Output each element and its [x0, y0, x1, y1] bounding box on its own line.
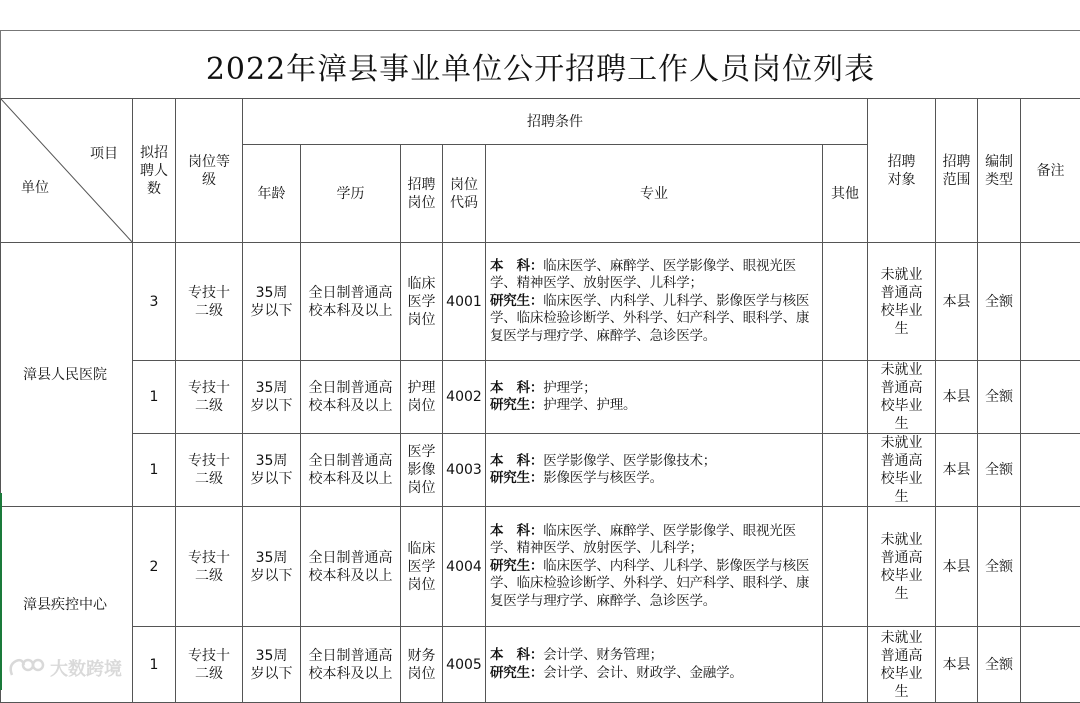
cell-code: 4002 — [443, 361, 486, 434]
cell-scope: 本县 — [936, 507, 978, 627]
header-staffing: 编制类型 — [978, 99, 1021, 243]
cell-remark — [1021, 627, 1080, 703]
major-yan: 影像医学与核医学。 — [543, 470, 663, 486]
page-title: 2022年漳县事业单位公开招聘工作人员岗位列表 — [0, 30, 1080, 100]
cell-grade: 专技十二级 — [176, 361, 243, 434]
major-ben-label: 本 科： — [490, 380, 543, 396]
cell-education: 全日制普通高校本科及以上 — [301, 361, 401, 434]
job-table — [0, 98, 1080, 703]
cell-scope: 本县 — [936, 243, 978, 361]
watermark-text: 大数跨境 — [50, 655, 122, 681]
cell-grade: 专技十二级 — [176, 434, 243, 507]
cell-other — [823, 243, 868, 361]
cell-position: 财务岗位 — [401, 627, 443, 703]
cell-count: 2 — [133, 507, 176, 627]
cell-scope: 本县 — [936, 434, 978, 507]
major-yan-label: 研究生： — [490, 293, 543, 309]
watermark-logo-icon — [6, 655, 46, 681]
table-row — [1, 434, 1080, 507]
cell-count: 1 — [133, 361, 176, 434]
header-other: 其他 — [823, 145, 868, 243]
cell-age: 35周岁以下 — [243, 434, 301, 507]
major-ben-label: 本 科： — [490, 523, 543, 539]
header-unit: 单位 — [21, 179, 49, 197]
cell-count: 1 — [133, 434, 176, 507]
header-target: 招聘对象 — [868, 99, 936, 243]
cell-code: 4001 — [443, 243, 486, 361]
cell-remark — [1021, 361, 1080, 434]
cell-remark — [1021, 243, 1080, 361]
major-yan: 临床医学、内科学、儿科学、影像医学与核医学、临床检验诊断学、外科学、妇产科学、眼科学、康复医学与理疗学、麻醉学、急诊医学。 — [490, 558, 809, 609]
major-yan: 临床医学、内科学、儿科学、影像医学与核医学、临床检验诊断学、外科学、妇产科学、眼科学、康复医学与理疗学、麻醉学、急诊医学。 — [490, 293, 809, 344]
watermark — [6, 655, 122, 681]
header-row-1 — [1, 99, 1080, 145]
header-conditions: 招聘条件 — [243, 99, 868, 145]
table-row — [1, 243, 1080, 361]
cell-age: 35周岁以下 — [243, 627, 301, 703]
cell-grade: 专技十二级 — [176, 507, 243, 627]
header-age: 年龄 — [243, 145, 301, 243]
cell-position: 临床医学岗位 — [401, 507, 443, 627]
major-ben: 临床医学、麻醉学、医学影像学、眼视光医学、精神医学、放射医学、儿科学； — [490, 258, 796, 292]
header-scope: 招聘范围 — [936, 99, 978, 243]
cell-count: 3 — [133, 243, 176, 361]
header-remark: 备注 — [1021, 99, 1080, 243]
major-ben-label: 本 科： — [490, 647, 543, 663]
header-count: 拟招聘人数 — [133, 99, 176, 243]
cell-scope: 本县 — [936, 361, 978, 434]
cell-target: 未就业普通高校毕业生 — [868, 361, 936, 434]
cell-education: 全日制普通高校本科及以上 — [301, 434, 401, 507]
cell-code: 4003 — [443, 434, 486, 507]
diagonal-header-cell — [1, 99, 133, 243]
major-yan-label: 研究生： — [490, 558, 543, 574]
cell-count: 1 — [133, 627, 176, 703]
cell-remark — [1021, 434, 1080, 507]
unit-name: 漳县人民医院 — [1, 243, 133, 507]
cell-position: 护理岗位 — [401, 361, 443, 434]
cell-staffing: 全额 — [978, 627, 1021, 703]
cell-position: 临床医学岗位 — [401, 243, 443, 361]
cell-age: 35周岁以下 — [243, 361, 301, 434]
major-yan-label: 研究生： — [490, 397, 543, 413]
major-ben-label: 本 科： — [490, 258, 543, 274]
cell-major — [486, 507, 823, 627]
major-yan: 会计学、会计、财政学、金融学。 — [543, 665, 743, 681]
cell-other — [823, 434, 868, 507]
cell-other — [823, 361, 868, 434]
cell-target: 未就业普通高校毕业生 — [868, 434, 936, 507]
cell-education: 全日制普通高校本科及以上 — [301, 627, 401, 703]
header-education: 学历 — [301, 145, 401, 243]
table-row — [1, 507, 1080, 627]
cell-staffing: 全额 — [978, 361, 1021, 434]
header-position: 招聘岗位 — [401, 145, 443, 243]
cell-education: 全日制普通高校本科及以上 — [301, 507, 401, 627]
major-yan-label: 研究生： — [490, 665, 543, 681]
table-row — [1, 361, 1080, 434]
header-item: 项目 — [90, 145, 118, 163]
cell-major — [486, 434, 823, 507]
selection-edge — [0, 493, 2, 690]
cell-code: 4004 — [443, 507, 486, 627]
major-ben: 医学影像学、医学影像技术； — [543, 453, 716, 469]
cell-major — [486, 361, 823, 434]
unit-name: 漳县疾控中心 — [1, 507, 133, 703]
cell-target: 未就业普通高校毕业生 — [868, 627, 936, 703]
major-yan-label: 研究生： — [490, 470, 543, 486]
cell-code: 4005 — [443, 627, 486, 703]
cell-age: 35周岁以下 — [243, 243, 301, 361]
cell-major — [486, 627, 823, 703]
header-grade: 岗位等级 — [176, 99, 243, 243]
cell-staffing: 全额 — [978, 507, 1021, 627]
diagonal-line — [1, 99, 133, 243]
cell-staffing: 全额 — [978, 434, 1021, 507]
cell-education: 全日制普通高校本科及以上 — [301, 243, 401, 361]
cell-scope: 本县 — [936, 627, 978, 703]
cell-grade: 专技十二级 — [176, 627, 243, 703]
header-code: 岗位代码 — [443, 145, 486, 243]
header-major: 专业 — [486, 145, 823, 243]
major-yan: 护理学、护理。 — [543, 397, 636, 413]
cell-major — [486, 243, 823, 361]
cell-remark — [1021, 507, 1080, 627]
cell-other — [823, 627, 868, 703]
cell-grade: 专技十二级 — [176, 243, 243, 361]
major-ben: 临床医学、麻醉学、医学影像学、眼视光医学、精神医学、放射医学、儿科学； — [490, 523, 796, 557]
cell-staffing: 全额 — [978, 243, 1021, 361]
cell-target: 未就业普通高校毕业生 — [868, 507, 936, 627]
major-ben: 会计学、财务管理； — [543, 647, 663, 663]
cell-age: 35周岁以下 — [243, 507, 301, 627]
major-ben: 护理学； — [543, 380, 596, 396]
cell-other — [823, 507, 868, 627]
cell-target: 未就业普通高校毕业生 — [868, 243, 936, 361]
table-row — [1, 627, 1080, 703]
major-ben-label: 本 科： — [490, 453, 543, 469]
cell-position: 医学影像岗位 — [401, 434, 443, 507]
